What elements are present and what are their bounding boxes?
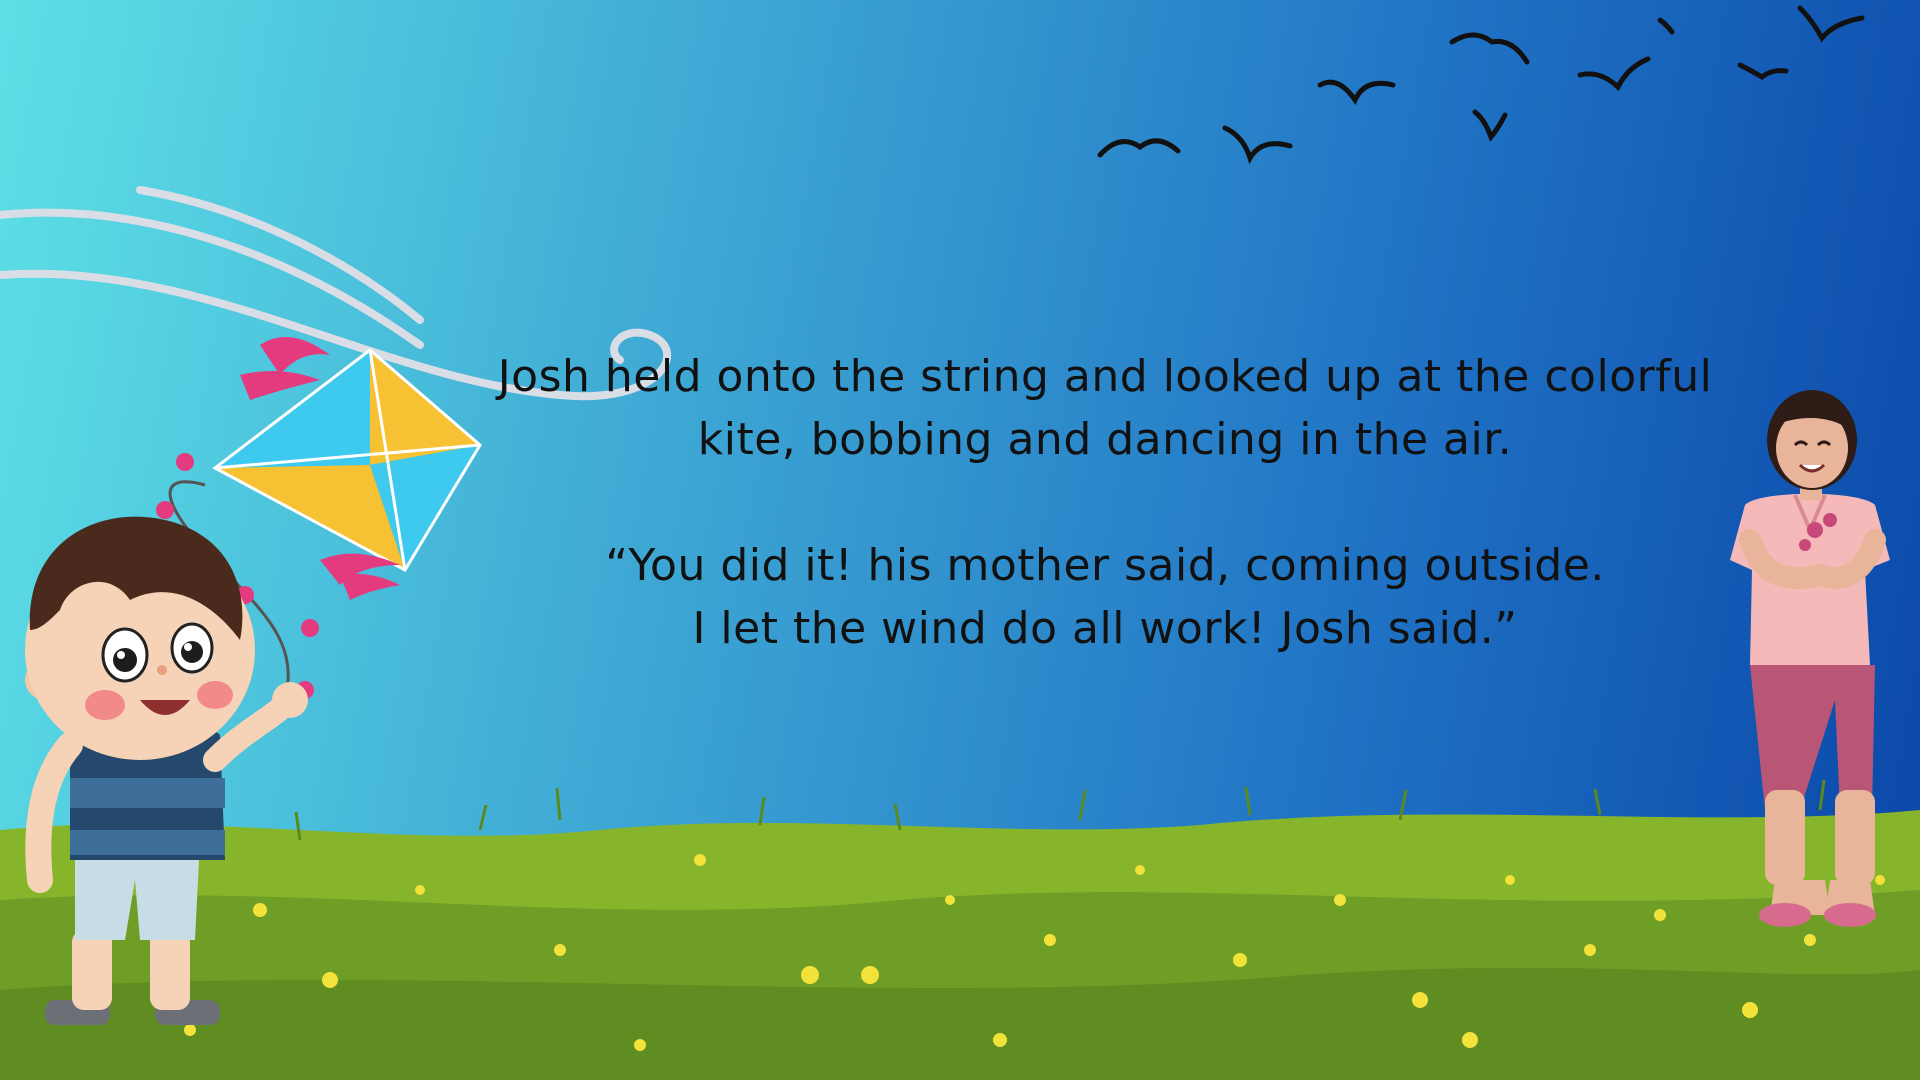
story-quote-line-2: I let the wind do all work! Josh said.” — [692, 603, 1518, 654]
paragraph-spacer — [480, 471, 1730, 534]
grass-meadow — [0, 780, 1920, 1080]
story-paragraph-narration: Josh held onto the string and looked up at the colorful kite, bobbing and dancing in the air. — [497, 351, 1713, 465]
story-quote-line-1: “You did it! his mother said, coming outside. — [605, 540, 1605, 591]
birds-icon — [1100, 8, 1862, 158]
story-text — [480, 345, 1730, 660]
